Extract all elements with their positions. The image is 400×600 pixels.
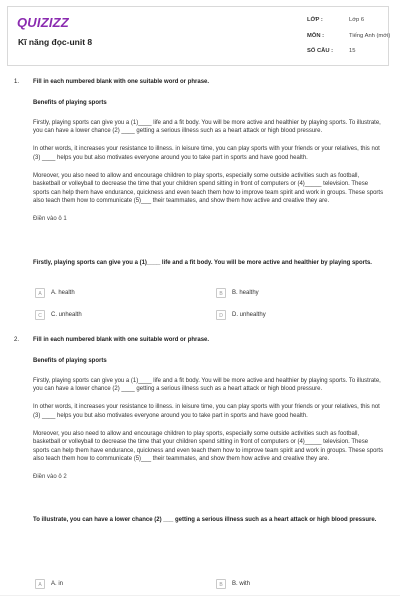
worksheet-title: Kĩ năng đọc-unit 8: [18, 37, 93, 47]
meta-count-label: SỐ CÂU :: [307, 48, 334, 54]
passage-paragraph: In other words, it increases your resistance to illness. in leisure time, you can play sports with your friends or your relatives, this not (3) ____ helps you but also motivates everyone around you to take part in sports and have good health.: [33, 146, 380, 161]
passage-paragraph: Firstly, playing sports can give you a (1)____ life and a fit body. You will be more active and healthier by playing sports. To illustrate, you can have a lower chance (2) ____ getting a serious illness such as a heart attack or high blood pressure.: [33, 377, 381, 393]
option-text: B. healthy: [232, 290, 259, 296]
passage-title: Benefits of playing sports: [33, 100, 107, 106]
question-prompt: To illustrate, you can have a lower chance (2) ___ getting a serious illness such as a heart attack or high blood pressure.: [33, 517, 377, 523]
option-letter: C: [35, 310, 45, 320]
question-number: 2.: [14, 337, 20, 343]
question-instruction: Fill in each numbered blank with one suitable word or phrase.: [33, 337, 210, 343]
fill-label: Điền vào ô 1: [33, 216, 67, 223]
question-instruction: Fill in each numbered blank with one suitable word or phrase.: [33, 79, 210, 85]
option-text: B. with: [232, 581, 251, 587]
option-text: D. unhealthy: [232, 312, 266, 318]
question-passage: [33, 99, 385, 224]
option-text: C. unhealth: [51, 312, 82, 318]
question-prompt: Firstly, playing sports can give you a (1)____ life and a fit body. You will be more active and healthier by playing sports.: [33, 260, 372, 266]
passage-paragraph: Moreover, you also need to allow and encourage children to play sports, especially some outside activities such as football, basketball or volleyball to decrease the time that your children spend sitting in front of computers or (4)_____ television. These sports can help them have endurance, quickness and even teach them how to improve team spirit and work in groups. These sports also teach them how to communicate (5)___ their teammates, and show them how active and creative they are.: [33, 430, 384, 463]
option-letter: B: [216, 579, 226, 589]
meta-class-value: Lớp 6: [349, 17, 365, 23]
quizizz-logo: QUIZIZZ: [17, 15, 69, 30]
option-text: A. health: [51, 290, 75, 296]
option-text: A. in: [51, 581, 64, 587]
question-passage: [33, 357, 385, 482]
option-letter: A: [35, 288, 45, 298]
option-letter: D: [216, 310, 226, 320]
passage-paragraph: In other words, it increases your resistance to illness. in leisure time, you can play sports with your friends or your relatives, this not (3) ____ helps you but also motivates everyone around you to take part in sports and have good health.: [33, 404, 380, 419]
worksheet-header: [7, 6, 389, 66]
meta-class-label: LỚP :: [307, 17, 323, 23]
passage-paragraph: Moreover, you also need to allow and encourage children to play sports, especially some outside activities such as football, basketball or volleyball to decrease the time that your children spend sitting in front of computers or (4)_____ television. These sports can help them have endurance, quickness and even teach them how to improve team spirit and work in groups. These sports also teach them how to communicate (5)___ their teammates, and show them how active and creative they are.: [33, 172, 384, 205]
passage-paragraph: Firstly, playing sports can give you a (1)____ life and a fit body. You will be more active and healthier by playing sports. To illustrate, you can have a lower chance (2) ____ getting a serious illness such as a heart attack or high blood pressure.: [33, 119, 381, 135]
option-letter: B: [216, 288, 226, 298]
meta-subject-label: MÔN :: [307, 33, 325, 39]
fill-label: Điền vào ô 2: [33, 474, 67, 481]
option-letter: A: [35, 579, 45, 589]
question-number: 1.: [14, 79, 20, 85]
meta-count-value: 15: [349, 48, 356, 54]
meta-subject-value: Tiếng Anh (mới): [349, 33, 391, 39]
page-divider: [0, 595, 400, 596]
passage-title: Benefits of playing sports: [33, 358, 107, 364]
